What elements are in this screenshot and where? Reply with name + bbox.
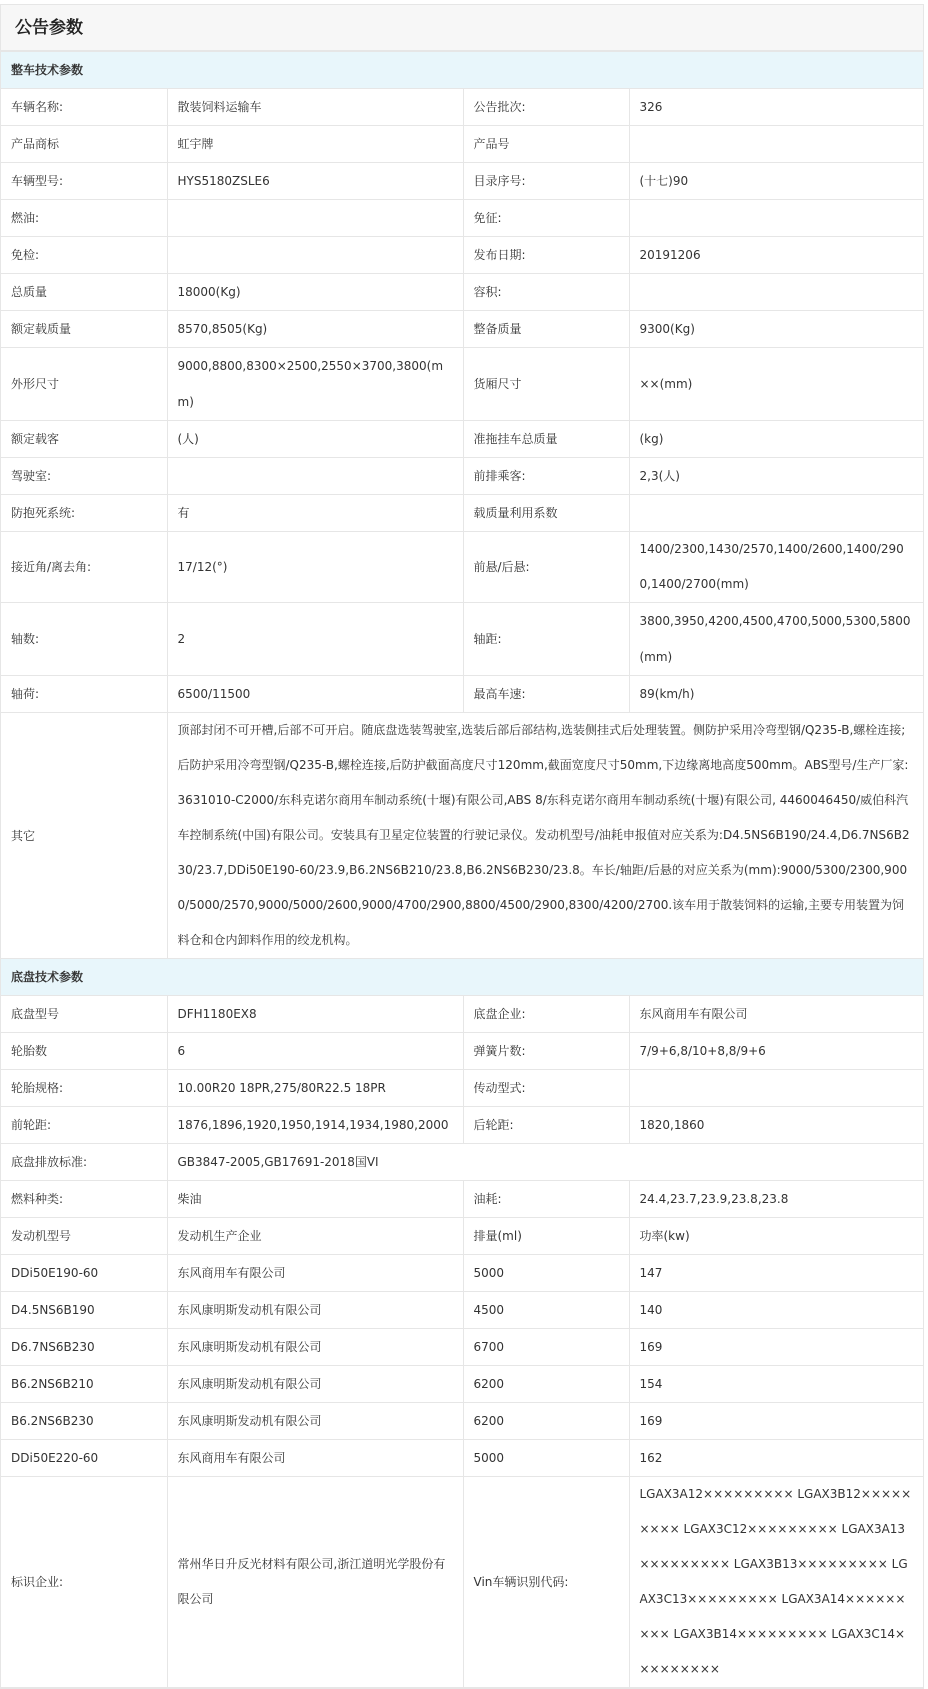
params-table: [1, 51, 923, 1688]
vehicle-section-title: 整车技术参数: [1, 52, 923, 89]
engine-maker: 东风康明斯发动机有限公司: [167, 1403, 463, 1440]
param-value: 1820,1860: [629, 1107, 923, 1144]
param-label: 货厢尺寸: [463, 348, 629, 421]
vehicle-param-row: [1, 274, 923, 311]
engine-row: [1, 1403, 923, 1440]
param-label: 燃料种类:: [1, 1181, 167, 1218]
engine-row: [1, 1255, 923, 1292]
param-label: 轴荷:: [1, 676, 167, 713]
param-value: 10.00R20 18PR,275/80R22.5 18PR: [167, 1070, 463, 1107]
param-value: (kg): [629, 421, 923, 458]
param-value: (十七)90: [629, 163, 923, 200]
param-value: 7/9+6,8/10+8,8/9+6: [629, 1033, 923, 1070]
vehicle-param-row: [1, 532, 923, 603]
vehicle-param-row: [1, 603, 923, 676]
param-value: 有: [167, 495, 463, 532]
engine-power: 162: [629, 1440, 923, 1477]
param-label: 防抱死系统:: [1, 495, 167, 532]
vehicle-param-row: [1, 89, 923, 126]
param-label: 驾驶室:: [1, 458, 167, 495]
engine-displacement: 4500: [463, 1292, 629, 1329]
engine-power: 140: [629, 1292, 923, 1329]
param-value: 9300(Kg): [629, 311, 923, 348]
param-label: 轮胎数: [1, 1033, 167, 1070]
param-label: 容积:: [463, 274, 629, 311]
param-label: 免征:: [463, 200, 629, 237]
param-value: 散装饲料运输车: [167, 89, 463, 126]
displacement-header: 排量(ml): [463, 1218, 629, 1255]
param-value: DFH1180EX8: [167, 996, 463, 1033]
param-value: 18000(Kg): [167, 274, 463, 311]
engine-maker: 东风康明斯发动机有限公司: [167, 1366, 463, 1403]
param-label: 载质量利用系数: [463, 495, 629, 532]
engine-row: [1, 1329, 923, 1366]
param-value: (人): [167, 421, 463, 458]
other-row: [1, 713, 923, 959]
param-value: 17/12(°): [167, 532, 463, 603]
engine-header-row: [1, 1218, 923, 1255]
param-label: 免检:: [1, 237, 167, 274]
engine-maker: 东风商用车有限公司: [167, 1440, 463, 1477]
param-label: 总质量: [1, 274, 167, 311]
engine-displacement: 5000: [463, 1440, 629, 1477]
param-label: 后轮距:: [463, 1107, 629, 1144]
power-header: 功率(kw): [629, 1218, 923, 1255]
param-value: 东风商用车有限公司: [629, 996, 923, 1033]
param-value: HYS5180ZSLE6: [167, 163, 463, 200]
param-label: 前悬/后悬:: [463, 532, 629, 603]
engine-displacement: 5000: [463, 1255, 629, 1292]
param-label: 底盘型号: [1, 996, 167, 1033]
param-label: 外形尺寸: [1, 348, 167, 421]
engine-power: 147: [629, 1255, 923, 1292]
engine-model: D6.7NS6B230: [1, 1329, 167, 1366]
param-value: ××(mm): [629, 348, 923, 421]
vehicle-param-row: [1, 495, 923, 532]
engine-model: DDi50E220-60: [1, 1440, 167, 1477]
param-label: 油耗:: [463, 1181, 629, 1218]
page-title: 公告参数: [1, 5, 923, 51]
announcement-panel: [0, 4, 924, 1689]
param-label: 额定载客: [1, 421, 167, 458]
param-value: 1876,1896,1920,1950,1914,1934,1980,2000: [167, 1107, 463, 1144]
engine-row: [1, 1366, 923, 1403]
chassis-section-header: [1, 959, 923, 996]
param-label: 车辆名称:: [1, 89, 167, 126]
param-value: [167, 200, 463, 237]
param-label: 弹簧片数:: [463, 1033, 629, 1070]
param-label: 额定载质量: [1, 311, 167, 348]
param-label: 产品号: [463, 126, 629, 163]
engine-maker: 东风康明斯发动机有限公司: [167, 1329, 463, 1366]
param-value: 柴油: [167, 1181, 463, 1218]
vehicle-param-row: [1, 200, 923, 237]
param-value: 6500/11500: [167, 676, 463, 713]
chassis-param-row: [1, 996, 923, 1033]
param-value: [167, 237, 463, 274]
param-label: 前轮距:: [1, 1107, 167, 1144]
engine-displacement: 6200: [463, 1366, 629, 1403]
param-value: 8570,8505(Kg): [167, 311, 463, 348]
param-label: 燃油:: [1, 200, 167, 237]
param-value: [629, 1070, 923, 1107]
chassis-section-title: 底盘技术参数: [1, 959, 923, 996]
param-value: 1400/2300,1430/2570,1400/2600,1400/2900,1400/2700(mm): [629, 532, 923, 603]
param-label: 发布日期:: [463, 237, 629, 274]
param-value: 6: [167, 1033, 463, 1070]
other-label: 其它: [1, 713, 167, 959]
param-value: 20191206: [629, 237, 923, 274]
engine-power: 169: [629, 1403, 923, 1440]
engine-model: DDi50E190-60: [1, 1255, 167, 1292]
engine-maker: 东风商用车有限公司: [167, 1255, 463, 1292]
fuel-row: [1, 1181, 923, 1218]
param-label: 轮胎规格:: [1, 1070, 167, 1107]
param-value: 89(km/h): [629, 676, 923, 713]
engine-power: 154: [629, 1366, 923, 1403]
chassis-param-row: [1, 1033, 923, 1070]
vin-label: Vin车辆识别代码:: [463, 1477, 629, 1688]
param-value: 虹宇牌: [167, 126, 463, 163]
engine-maker: 东风康明斯发动机有限公司: [167, 1292, 463, 1329]
other-text: 顶部封闭不可开槽,后部不可开启。随底盘选装驾驶室,选装后部后部结构,选装侧挂式后处理装置。侧防护采用冷弯型钢/Q235-B,螺栓连接;后防护采用冷弯型钢/Q235-B,螺栓连接,后防护截面高度尺寸120mm,截面宽度尺寸50mm,下边缘离地高度500mm。ABS型号/生产厂家:3631010-C2000/东科克诺尔商用车制动系统(十堰)有限公司,ABS 8/东科克诺尔商用车制动系统(十堰)有限公司, 4460046450/威伯科汽车控制系统(中国)有限公司。安装具有卫星定位装置的行驶记录仪。发动机型号/油耗申报值对应关系为:D4.5NS6B190/24.4,D6.7NS6B230/23.7,DDi50E190-60/23.9,B6.2NS6B210/23.8,B6.2NS6B230/23.8。车长/轴距/后悬的对应关系为(mm):9000/5300/2300,9000/5000/2570,9000/5000/2600,9000/4700/2900,8800/4500/2900,8300/4200/2700.该车用于散装饲料的运输,主要专用装置为饲料仓和仓内卸料作用的绞龙机构。: [167, 713, 923, 959]
param-label: 底盘企业:: [463, 996, 629, 1033]
param-label: 接近角/离去角:: [1, 532, 167, 603]
engine-model: B6.2NS6B210: [1, 1366, 167, 1403]
param-value: [629, 126, 923, 163]
vehicle-param-row: [1, 126, 923, 163]
param-label: 公告批次:: [463, 89, 629, 126]
param-label: 目录序号:: [463, 163, 629, 200]
param-label: 轴数:: [1, 603, 167, 676]
emission-value: GB3847-2005,GB17691-2018国VI: [167, 1144, 923, 1181]
param-value: 3800,3950,4200,4500,4700,5000,5300,5800(mm): [629, 603, 923, 676]
vehicle-param-row: [1, 348, 923, 421]
param-value: [629, 495, 923, 532]
param-label: 传动型式:: [463, 1070, 629, 1107]
param-label: 车辆型号:: [1, 163, 167, 200]
param-label: 前排乘客:: [463, 458, 629, 495]
param-label: 产品商标: [1, 126, 167, 163]
param-label: 最高车速:: [463, 676, 629, 713]
marking-label: 标识企业:: [1, 1477, 167, 1688]
vehicle-param-row: [1, 458, 923, 495]
vehicle-param-row: [1, 421, 923, 458]
engine-displacement: 6700: [463, 1329, 629, 1366]
param-value: [629, 274, 923, 311]
engine-row: [1, 1440, 923, 1477]
engine-model: D4.5NS6B190: [1, 1292, 167, 1329]
vehicle-param-row: [1, 237, 923, 274]
param-value: 326: [629, 89, 923, 126]
marking-row: [1, 1477, 923, 1688]
vin-value: LGAX3A12××××××××× LGAX3B12××××××××× LGAX3C12××××××××× LGAX3A13××××××××× LGAX3B13××××××××× LGAX3C13××××××××× LGAX3A14××××××××× LGAX3B14××××××××× LGAX3C14×××××××××: [629, 1477, 923, 1688]
param-label: 准拖挂车总质量: [463, 421, 629, 458]
vehicle-param-row: [1, 163, 923, 200]
engine-maker-header: 发动机生产企业: [167, 1218, 463, 1255]
param-label: 整备质量: [463, 311, 629, 348]
engine-row: [1, 1292, 923, 1329]
vehicle-section-header: [1, 52, 923, 89]
param-value: 24.4,23.7,23.9,23.8,23.8: [629, 1181, 923, 1218]
emission-label: 底盘排放标准:: [1, 1144, 167, 1181]
marking-value: 常州华日升反光材料有限公司,浙江道明光学股份有限公司: [167, 1477, 463, 1688]
engine-model-header: 发动机型号: [1, 1218, 167, 1255]
engine-power: 169: [629, 1329, 923, 1366]
param-value: 9000,8800,8300×2500,2550×3700,3800(mm): [167, 348, 463, 421]
engine-displacement: 6200: [463, 1403, 629, 1440]
vehicle-param-row: [1, 311, 923, 348]
param-value: [629, 200, 923, 237]
chassis-param-row: [1, 1107, 923, 1144]
param-value: [167, 458, 463, 495]
engine-model: B6.2NS6B230: [1, 1403, 167, 1440]
emission-row: [1, 1144, 923, 1181]
param-value: 2,3(人): [629, 458, 923, 495]
chassis-param-row: [1, 1070, 923, 1107]
param-label: 轴距:: [463, 603, 629, 676]
param-value: 2: [167, 603, 463, 676]
vehicle-param-row: [1, 676, 923, 713]
